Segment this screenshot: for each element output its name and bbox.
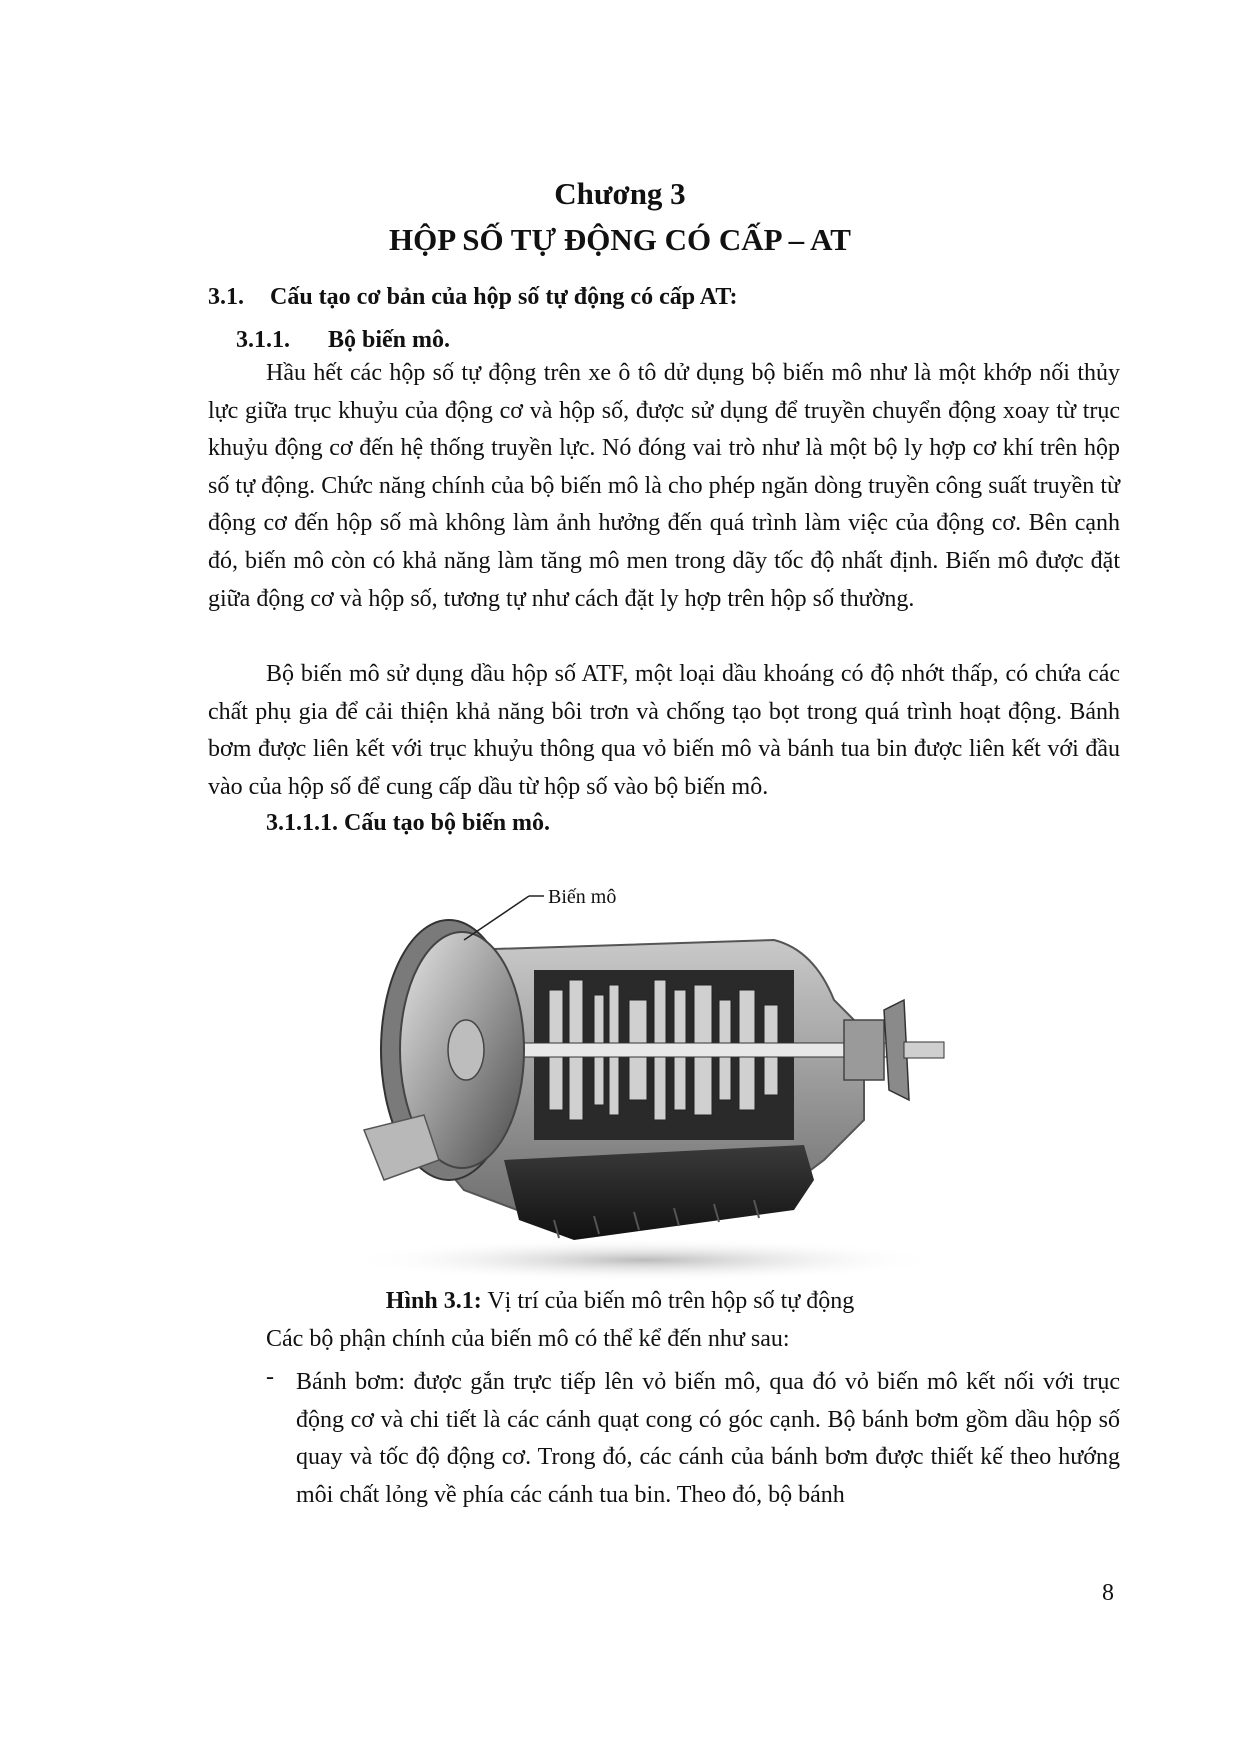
- list-intro: Các bộ phận chính của biến mô có thể kể đến như sau:: [266, 1326, 790, 1352]
- section-number: 3.1.: [208, 284, 244, 310]
- page-number: 8: [1102, 1580, 1114, 1606]
- paragraph-2: Bộ biến mô sử dụng dầu hộp số ATF, một loại dầu khoáng có độ nhớt thấp, có chứa các chất phụ gia để cải thiện khả năng bôi trơn và chống tạo bọt trong quá trình hoạt động. Bánh bơm được liên kết với trục khuỷu thông qua vỏ biến mô và bánh tua bin được liên kết với đầu vào của hộp số để cung cấp dầu từ hộp số vào bộ biến mô.: [208, 661, 1120, 800]
- output-housing: [844, 1020, 884, 1080]
- subsection-number: 3.1.1.: [236, 327, 290, 353]
- list-item: Bánh bơm: được gắn trực tiếp lên vỏ biến mô, qua đó vỏ biến mô kết nối với trục động cơ và chi tiết là các cánh quạt cong có góc cạnh. Bộ bánh bơm gồm dầu hộp số quay và tốc độ động cơ. Trong đó, các cánh của bánh bơm được thiết kế theo hướng môi chất lỏng về phía các cánh tua bin. Theo đó, bộ bánh: [296, 1369, 1120, 1508]
- label-bien-mo: Biến mô: [548, 886, 617, 908]
- caption-label: Hình 3.1:: [385, 1288, 482, 1314]
- output-shaft: [904, 1042, 944, 1058]
- floor-shadow: [344, 1238, 944, 1280]
- section-heading: [208, 284, 738, 311]
- subsubsection-heading: 3.1.1.1. Cấu tạo bộ biến mô.: [266, 810, 551, 836]
- caption-text: Vị trí của biến mô trên hộp số tự động: [481, 1288, 855, 1314]
- chapter-title: HỘP SỐ TỰ ĐỘNG CÓ CẤP – AT: [389, 222, 851, 257]
- subsection-heading: [236, 327, 450, 354]
- label-leader-line: [464, 896, 529, 940]
- chapter-number: Chương 3: [554, 176, 686, 211]
- section-title: Cấu tạo cơ bản của hộp số tự động có cấp AT:: [270, 284, 738, 310]
- oil-pan: [504, 1145, 814, 1240]
- paragraph-1: Hầu hết các hộp số tự động trên xe ô tô dử dụng bộ biến mô như là một khớp nối thủy lực giữa trục khuỷu của động cơ và hộp số, được sử dụng để truyền chuyển động xoay từ trục khuỷu động cơ đến hệ thống truyền lực. Nó đóng vai trò như là một bộ ly hợp cơ khí trên hộp số tự động. Chức năng chính của bộ biến mô là cho phép ngăn dòng truyền công suất truyền từ động cơ đến hộp số mà không làm ảnh hưởng đến quá trình làm việc của động cơ. Bên cạnh đó, biến mô còn có khả năng làm tăng mô men trong dãy tốc độ nhất định. Biến mô được đặt giữa động cơ và hộp số, tương tự như cách đặt ly hợp trên hộp số thường.: [208, 360, 1120, 612]
- transmission-figure: [344, 860, 964, 1280]
- figure-caption: [0, 1288, 1240, 1315]
- list-bullet: -: [266, 1364, 274, 1390]
- torque-converter-hub: [448, 1020, 484, 1080]
- subsection-title: Bộ biến mô.: [328, 327, 451, 353]
